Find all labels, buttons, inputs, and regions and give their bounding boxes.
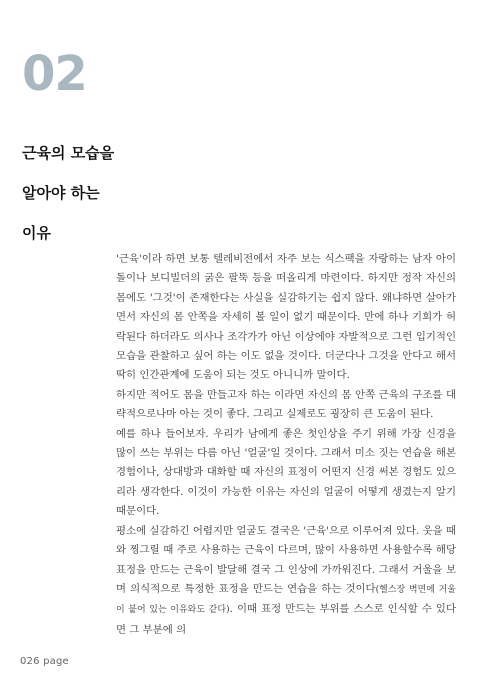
paragraph-3: 예를 하나 들어보자. 우리가 남에게 좋은 첫인상을 주기 위해 가장 신경을 많이 쓰는 부위는 다름 아닌 '얼굴'일 것이다. 그래서 미소 짓는 연습을 해본 경험이나, 상대방과 대화할 때 자신의 표정이 어떤지 신경 써본 경험도 있으리라 생각한다. 이것이 가능한 이유는 자신의 얼굴이 어떻게 생겼는지 알기 때문이다. [116,427,456,518]
page-number: 026 page [20,656,69,667]
body-text [116,250,456,640]
paragraph-4-note: (헬스장 벽면에 거울이 붙어 있는 이유와도 같다) [116,584,456,616]
paragraph-4-main: 평소에 실감하긴 어렵지만 얼굴도 결국은 '근육'으로 이루어져 있다. 웃을 때와 찡그릴 때 주로 사용하는 근육이 다르며, 많이 사용하면 사용할수록 해당 표정을 만드는 근육이 발달해 결국 그 인상에 가까워진다. 그래서 거울을 보며 의식적으로 특정한 표정을 만드는 연습을 하는 것이다 [116,524,456,595]
title-line-3: 이유 [22,224,51,242]
title-line-2: 알아야 하는 [22,184,100,202]
paragraph-4 [116,522,456,640]
title-line-1: 근육의 모습을 [22,144,115,162]
paragraph-1: '근육'이라 하면 보통 텔레비전에서 자주 보는 식스팩을 자랑하는 남자 아이돌이나 보디빌더의 굵은 팔뚝 등을 떠올리게 마련이다. 하지만 정작 자신의 몸에도 '그것'이 존재한다는 사실을 실감하기는 쉽지 않다. 왜냐하면 살아가면서 자신의 몸 안쪽을 자세히 볼 일이 없기 때문이다. 만에 하나 기회가 허락된다 하더라도 의사나 조각가가 아닌 이상에야 자발적으로 그런 입기적인 모습을 관찰하고 싶어 하는 이도 없을 것이다. 더군다나 그것을 안다고 해서 딱히 인간관계에 도움이 되는 것도 아니니까 말이다. [116,253,456,382]
chapter-title [22,133,114,253]
paragraph-2: 하지만 적어도 몸을 만들고자 하는 이라면 자신의 몸 안쪽 근육의 구조를 대략적으로나마 아는 것이 좋다. 그리고 실제로도 굉장히 큰 도움이 된다. [116,388,456,421]
chapter-number: 02 [22,46,87,102]
paragraph-4-end: . 이때 표정 만드는 부위를 스스로 인식할 수 있다면 그 부분에 의 [116,603,457,636]
